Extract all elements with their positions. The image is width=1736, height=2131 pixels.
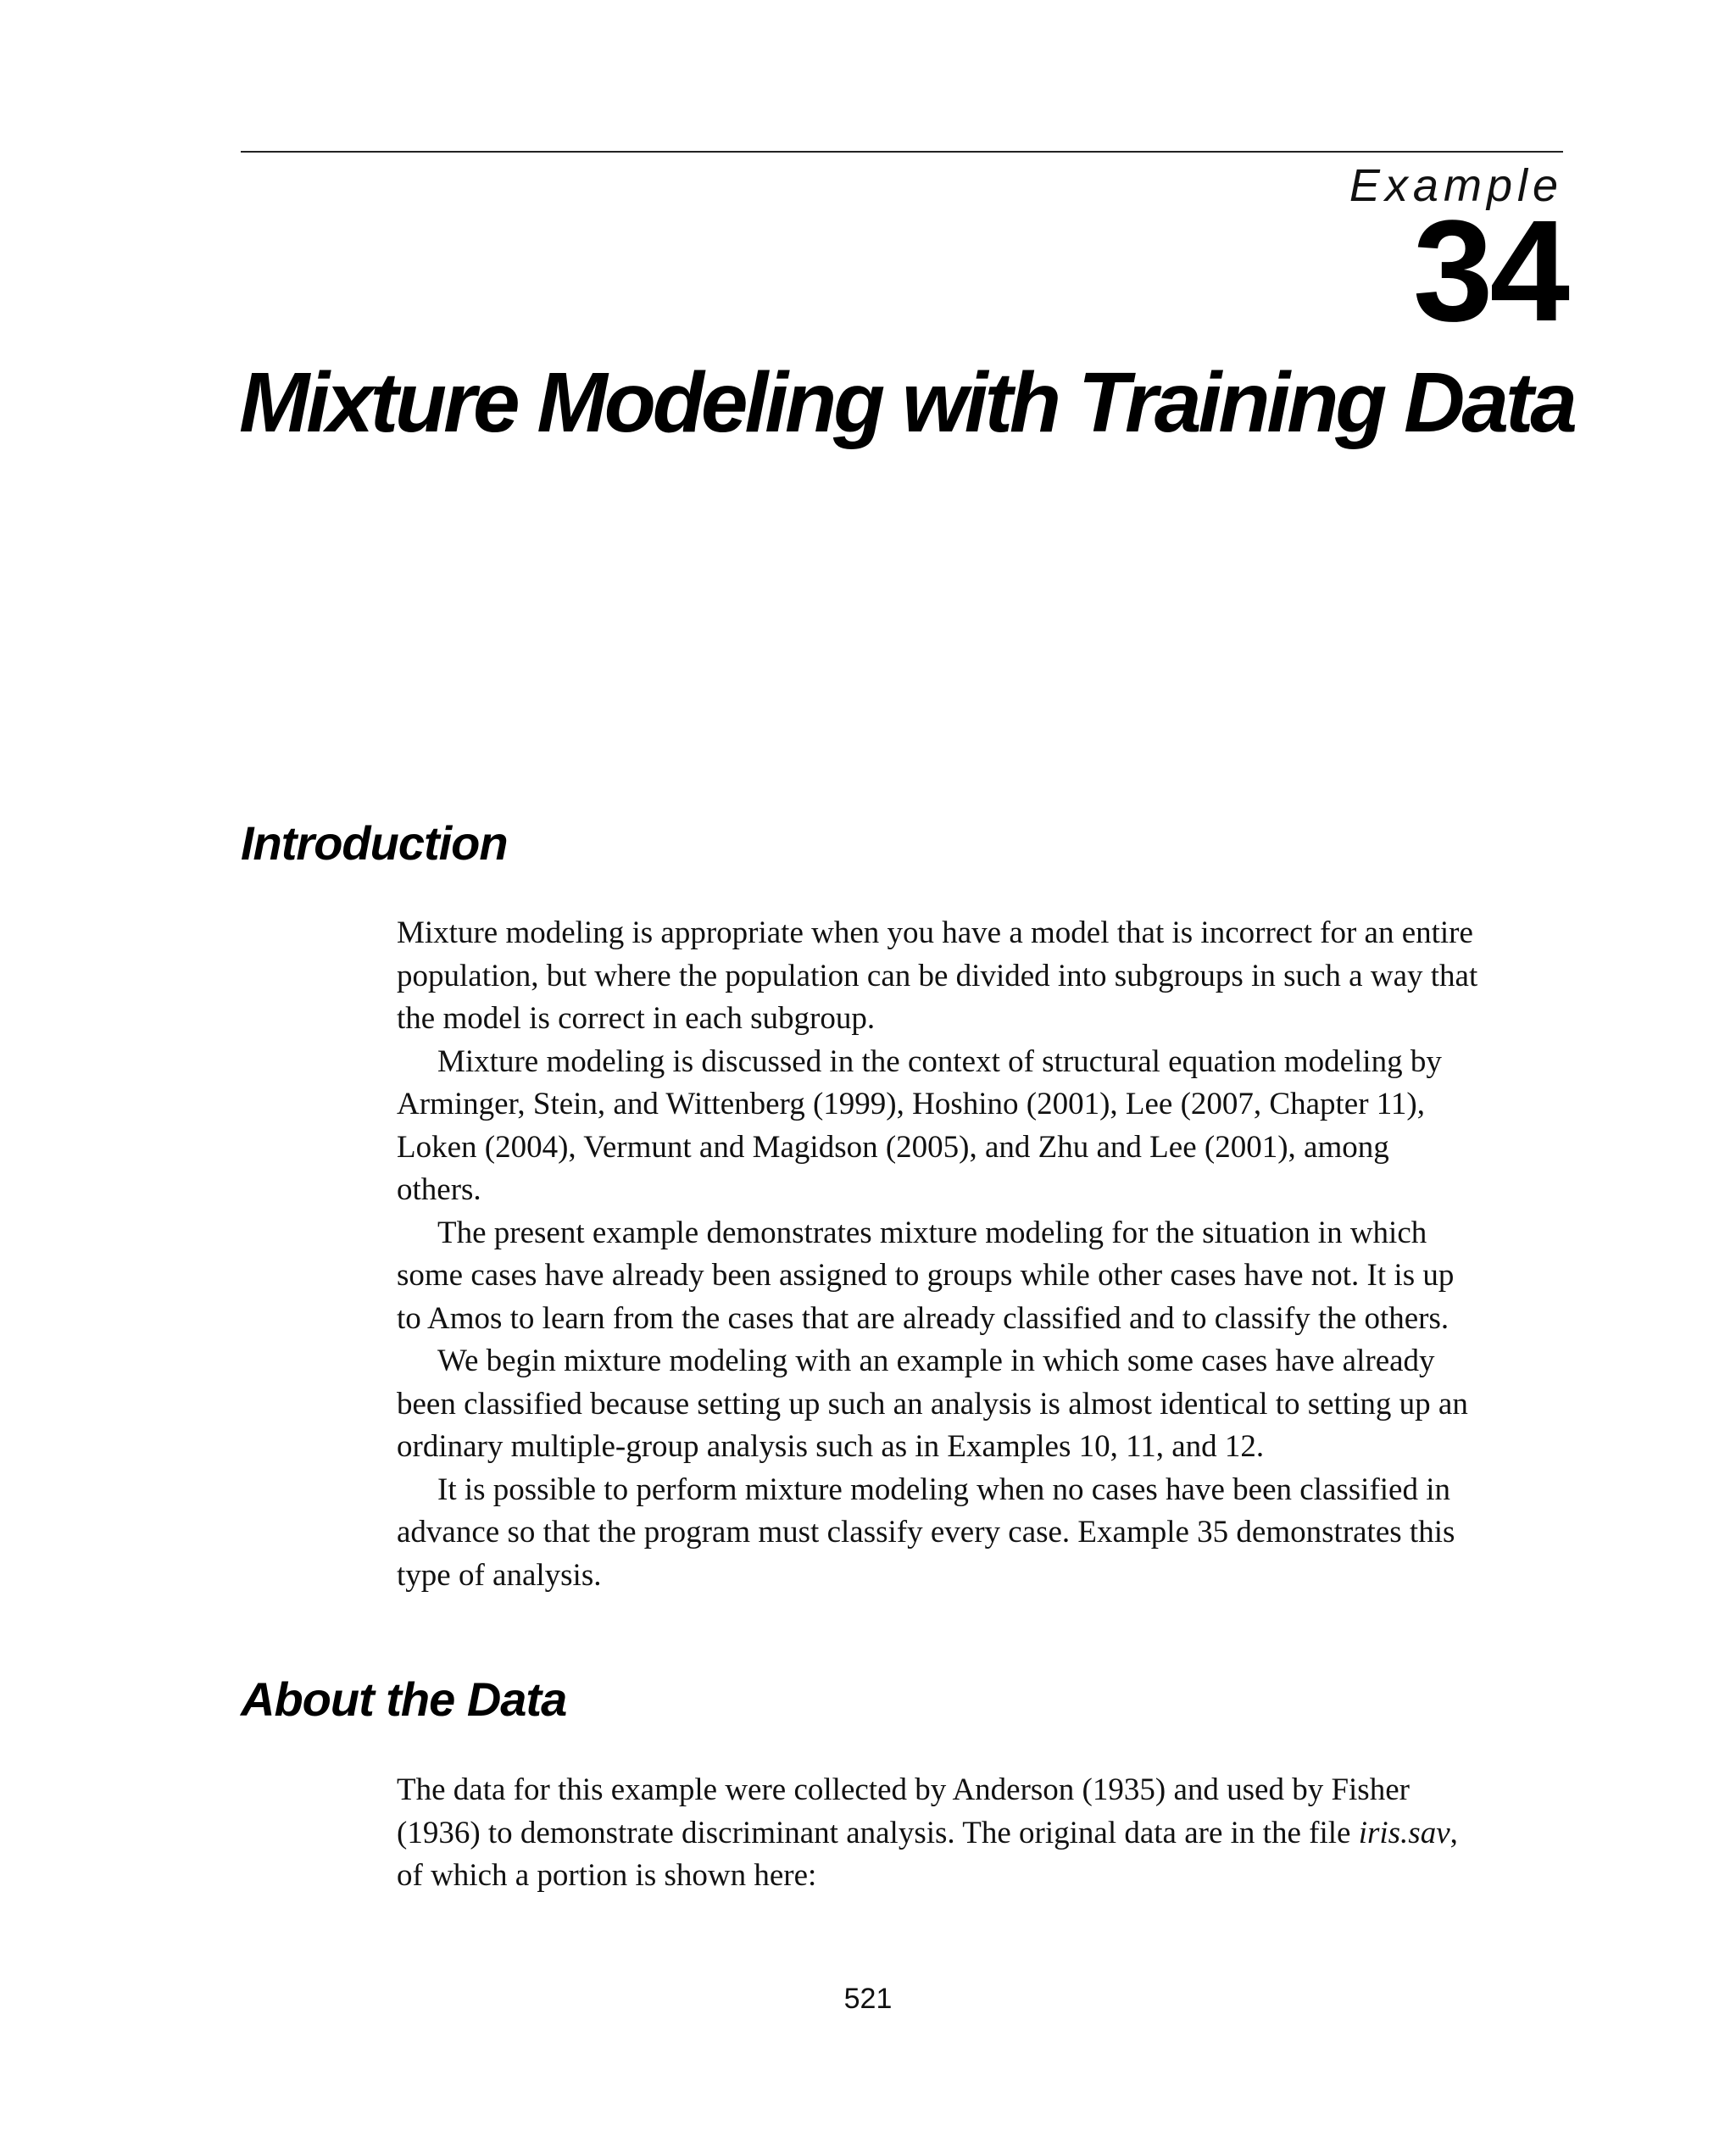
chapter-title: Mixture Modeling with Training Data [239, 355, 1574, 450]
body-line: the model is correct in each subgroup. [397, 1001, 876, 1036]
body-line: The data for this example were collected by Anderson (1935) and used by Fisher [397, 1772, 1410, 1807]
body-line: Mixture modeling is appropriate when you have a model that is incorrect for an entire [397, 915, 1473, 950]
body-line: It is possible to perform mixture modeling when no cases have been classified in [437, 1472, 1451, 1507]
body-line: population, but where the population can be divided into subgroups in such a way that [397, 958, 1478, 993]
body-line: to Amos to learn from the cases that are already classified and to classify the others. [397, 1300, 1449, 1336]
about-data-body [397, 1769, 1566, 1898]
body-line: some cases have already been assigned to groups while other cases have not. It is up [397, 1258, 1455, 1293]
introduction-heading: Introduction [241, 816, 508, 870]
data-filename: iris.sav [1358, 1815, 1450, 1850]
body-line: The present example demonstrates mixture modeling for the situation in which [437, 1215, 1427, 1250]
body-line: type of analysis. [397, 1557, 602, 1593]
body-line: We begin mixture modeling with an example in which some cases have already [437, 1344, 1435, 1378]
body-line: Mixture modeling is discussed in the context of structural equation modeling by [437, 1043, 1442, 1079]
example-number: 34 [1412, 191, 1566, 352]
body-line: of which a portion is shown here: [397, 1858, 817, 1893]
body-line: advance so that the program must classify every case. Example 35 demonstrates this [397, 1515, 1455, 1550]
body-line: Arminger, Stein, and Wittenberg (1999), Hoshino (2001), Lee (2007, Chapter 11), [397, 1087, 1425, 1121]
header-rule [241, 151, 1563, 153]
body-line [397, 1812, 1566, 1856]
example-label: Example [1349, 160, 1563, 211]
page-number: 521 [843, 1983, 893, 2015]
body-line: been classified because setting up such an analysis is almost identical to setting up an [397, 1386, 1468, 1422]
body-text: , [1449, 1815, 1458, 1850]
body-line: others. [397, 1172, 481, 1207]
about-data-heading: About the Data [241, 1672, 567, 1726]
introduction-body [397, 912, 1566, 1597]
body-line: Loken (2004), Vermunt and Magidson (2005), and Zhu and Lee (2001), among [397, 1129, 1389, 1165]
body-text: (1936) to demonstrate discriminant analysis. The original data are in the file [397, 1815, 1359, 1850]
body-line: ordinary multiple-group analysis such as in Examples 10, 11, and 12. [397, 1429, 1265, 1464]
